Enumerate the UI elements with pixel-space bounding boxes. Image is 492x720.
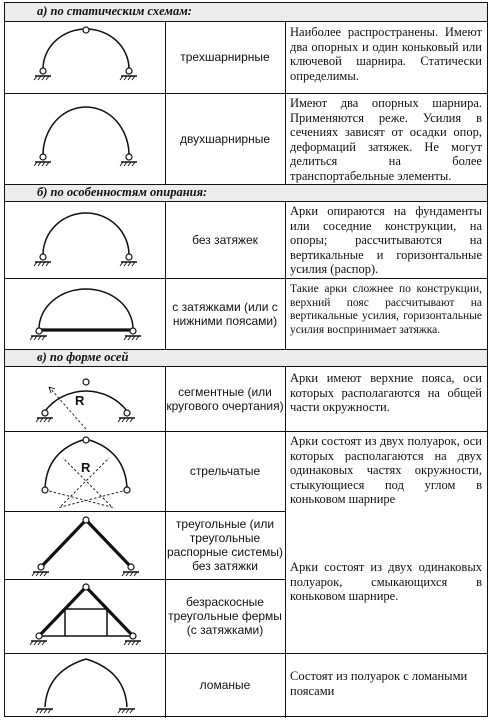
merged-description: Арки состоят из двух одинаковых полуарок, смыкающихся в коньковом шарнире. xyxy=(290,560,482,603)
row-description: Имеют два опорных шарнира. Применяются реже. Усилия в сечениях зависят от осадки опор, деформаций затяжек. Не могут делиться на более транспортабельные элементы. xyxy=(290,96,482,183)
row-name: безраскосные треугольные фермы (с затяжками) xyxy=(168,595,282,637)
row-name: с затяжками (или с нижними поясами) xyxy=(172,299,278,328)
section-title: б) по особенностям опирания: xyxy=(37,185,208,199)
triangular-truss-icon xyxy=(25,582,147,650)
row-name: ломаные xyxy=(199,677,251,692)
radius-label: R xyxy=(75,393,85,408)
arch-classification-table xyxy=(4,2,488,717)
section-title: а) по статическим схемам: xyxy=(37,4,192,18)
row-name: стрельчатые xyxy=(189,464,261,478)
row-description: Арки имеют верхние пояса, оси которых располагаются на общей части окружности. xyxy=(290,371,482,414)
row-description: Арки опираются на фундаменты или соседние конструкции, на опоры; рассчитываются на вертикальные и горизонтальные усилия (распор). xyxy=(290,204,482,276)
row-description: Такие арки сложнее по конструкции, верхний пояс рассчитывают на вертикальные усилия, горизонтальные усилия воспринимает затяжка. xyxy=(290,283,482,336)
radius-label: R xyxy=(81,460,91,475)
row-name: сегментные (или кругового очертания) xyxy=(166,384,284,413)
triangular-arch-icon xyxy=(25,515,147,577)
two-hinged-arch-icon xyxy=(25,103,147,175)
row-description: Состоят из полуарок с ломаными поясами xyxy=(290,669,468,698)
row-name: треугольные (или треугольные распорные системы) без затяжки xyxy=(166,517,284,573)
section-header-static xyxy=(5,3,487,21)
section-header-support xyxy=(5,184,487,201)
arch-without-ties-icon xyxy=(25,209,147,273)
segmental-arch-icon xyxy=(25,371,147,429)
row-description: Наиболее распространены. Имеют два опорных и один коньковый или ключевой шарнира. Статически определимы. xyxy=(290,25,482,83)
section-header-axis xyxy=(5,349,487,366)
row-description: Арки состоят из двух полуарок, оси которых располагаются на двух одинаковых частях окружности, стыкующиеся под углом в коньковом шарнире xyxy=(290,434,482,506)
row-name: двухшарнирные xyxy=(179,131,271,146)
pointed-arch-icon xyxy=(25,436,147,508)
three-hinged-arch-icon xyxy=(25,27,147,89)
row-name: без затяжек xyxy=(192,232,258,247)
broken-arch-icon xyxy=(25,657,147,715)
arch-with-tie-icon xyxy=(25,285,147,345)
section-title: в) по форме осей xyxy=(37,350,129,364)
row-name: трехшарнирные xyxy=(180,50,270,64)
